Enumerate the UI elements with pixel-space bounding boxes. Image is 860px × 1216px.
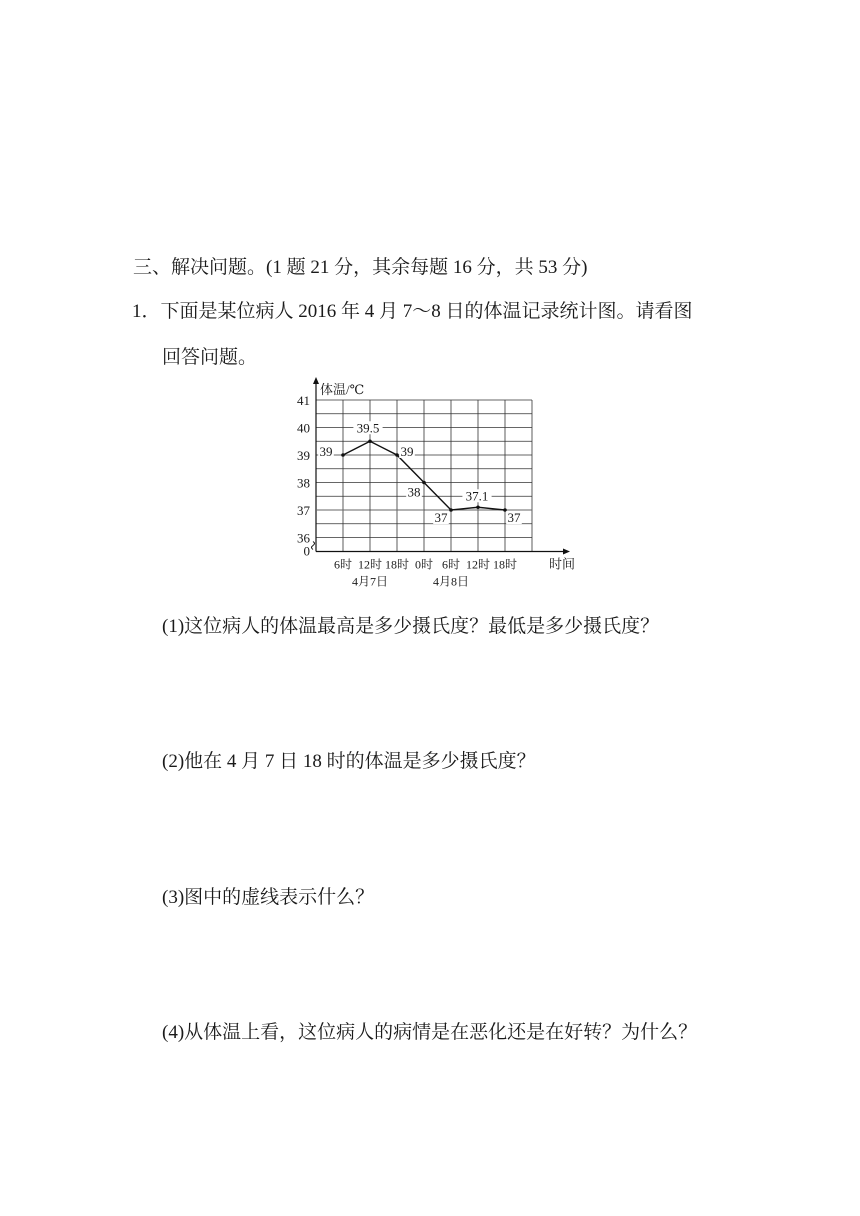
data-point: [476, 505, 480, 509]
temperature-line-chart: [286, 374, 576, 596]
data-label: 37.1: [465, 488, 489, 504]
question-1-stem: 1．下面是某位病人 2016 年 4 月 7～8 日的体温记录统计图。请看图: [132, 301, 693, 322]
chart-axes: [312, 377, 571, 555]
subquestion-4: (4)从体温上看，这位病人的病情是在恶化还是在好转？为什么？: [162, 1022, 698, 1043]
x-tick-label: 6时: [333, 557, 353, 572]
x-tick-label: 0时: [414, 557, 434, 572]
subquestion-1: (1)这位病人的体温最高是多少摄氏度？最低是多少摄氏度？: [162, 616, 660, 637]
y-tick-label: 37: [297, 503, 310, 518]
y-axis-arrow: [313, 377, 319, 384]
y-tick-label: 0: [303, 543, 310, 559]
y-tick-label: 39: [297, 448, 310, 463]
subquestion-3: (3)图中的虚线表示什么？: [162, 887, 375, 908]
data-point: [422, 481, 426, 485]
x-tick-label: 18时: [384, 557, 410, 572]
question-1-stem-continued: 回答问题。: [162, 347, 258, 368]
chart-labels: [297, 382, 575, 589]
data-point: [395, 453, 399, 457]
date-group-label: 4月8日: [432, 574, 470, 589]
subquestion-2: (2)他在 4 月 7 日 18 时的体温是多少摄氏度？: [162, 751, 536, 772]
data-label: 37: [434, 510, 448, 525]
y-tick-label: 38: [297, 475, 310, 491]
chart-grid: [316, 400, 532, 552]
data-point: [368, 439, 372, 443]
y-axis-title: 体温/℃: [320, 382, 365, 397]
x-tick-label: 18时: [492, 557, 518, 572]
data-label: 39.5: [356, 420, 380, 436]
y-tick-label: 40: [297, 420, 310, 436]
data-label: 38: [407, 484, 421, 500]
section-heading: 三、解决问题。(1 题 21 分，其余每题 16 分，共 53 分): [133, 257, 588, 278]
data-label: 37: [507, 510, 521, 525]
y-tick-label: 41: [297, 393, 310, 408]
data-point: [449, 508, 453, 512]
x-tick-label: 12时: [465, 557, 491, 572]
chart-svg: [286, 374, 576, 596]
x-tick-label: 12时: [357, 557, 383, 572]
data-point: [341, 453, 345, 457]
y-tick-label: 36: [297, 530, 310, 546]
x-axis-arrow: [563, 549, 570, 555]
data-label: 39: [319, 444, 333, 459]
x-tick-label: 6时: [441, 557, 461, 572]
axis-break-mark: [312, 542, 315, 550]
data-label: 39: [400, 444, 414, 459]
date-group-label: 4月7日: [351, 574, 389, 589]
x-axis-title: 时间: [549, 556, 576, 572]
